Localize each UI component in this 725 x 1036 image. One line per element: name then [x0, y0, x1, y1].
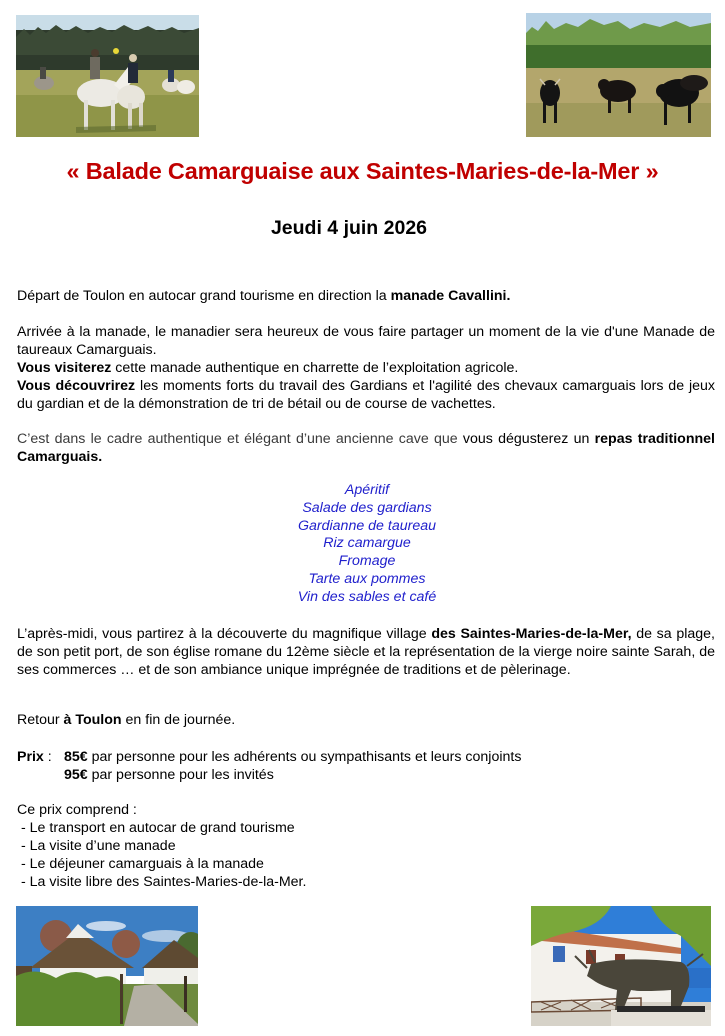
- apres-midi-text-2: de sa plage, de son petit port, de son église romane du 12ème siècle et la représentation de la vierge noire sainte Sarah, de ses commerces … et de son ambiance unique imprégnée de traditions et de pèlerinage.: [17, 626, 715, 678]
- menu-item: Gardianne de taureau: [297, 517, 437, 534]
- menu-item: Salade des gardians: [302, 499, 432, 516]
- discover-bold: Vous découvrirez: [17, 378, 136, 394]
- depart-paragraph: [17, 287, 715, 305]
- menu-item: Riz camargue: [323, 535, 411, 552]
- arrivee-paragraph: [17, 323, 715, 413]
- bulls-photo: [526, 13, 711, 137]
- comprend-item: - La visite d’une manade: [21, 838, 176, 854]
- comprend-list: [17, 819, 715, 891]
- visit-bold: Vous visiterez: [17, 360, 112, 376]
- menu-item: Tarte aux pommes: [308, 570, 426, 587]
- prix-description: par personne pour les adhérents ou sympathisants et leurs conjoints: [87, 749, 522, 765]
- apres-midi-paragraph: [17, 625, 715, 679]
- repas-bold: repas traditionnel Camarguais.: [17, 431, 715, 465]
- horses-riders-photo: [16, 15, 199, 137]
- comprend-heading: Ce prix comprend :: [17, 802, 137, 818]
- village-name: des Saintes-Maries-de-la-Mer,: [431, 626, 632, 642]
- arrivee-intro: Arrivée à la manade, le manadier sera heureux de vous faire partager un moment de la vie d'une Manade de taureaux Camarguais.: [17, 324, 715, 358]
- repas-text: vous dégusterez un: [457, 431, 595, 447]
- retour-text-2: en fin de journée.: [121, 712, 236, 728]
- manade-name: manade Cavallini.: [390, 288, 511, 304]
- page-title: « Balade Camarguaise aux Saintes-Maries-de-la-Mer »: [66, 158, 659, 184]
- comprend-item: - La visite libre des Saintes-Maries-de-la-Mer.: [21, 874, 307, 890]
- menu-item: Fromage: [338, 553, 396, 570]
- prix-amount: 95€: [64, 767, 88, 783]
- repas-intro: C’est dans le cadre authentique et élégant d’une ancienne cave que: [17, 431, 458, 447]
- prix-description: par personne pour les invités: [87, 767, 274, 783]
- visit-text: cette manade authentique en charrette de l’exploitation agricole.: [111, 360, 519, 376]
- depart-text: Départ de Toulon en autocar grand tourisme en direction la: [17, 288, 391, 304]
- gardian-huts-photo: [16, 906, 198, 1026]
- prix-label: Prix: [17, 749, 44, 765]
- discover-line: [17, 377, 715, 413]
- retour-paragraph: [17, 711, 715, 729]
- prix-sep: :: [43, 749, 52, 765]
- retour-text-1: Retour: [17, 712, 64, 728]
- menu-item: Vin des sables et café: [297, 588, 437, 605]
- event-date: Jeudi 4 juin 2026: [270, 217, 428, 239]
- retour-bold: à Toulon: [63, 712, 122, 728]
- repas-paragraph: [17, 430, 715, 466]
- comprend-section: [17, 801, 715, 891]
- apres-midi-text-1: L’après-midi, vous partirez à la découverte du magnifique village: [17, 626, 432, 642]
- visit-line: [17, 359, 715, 377]
- comprend-item: - Le transport en autocar de grand tourisme: [21, 820, 295, 836]
- comprend-item: - Le déjeuner camarguais à la manade: [21, 856, 264, 872]
- menu-list: [0, 482, 725, 607]
- prix-row-1: [17, 748, 522, 766]
- prix-amount: 85€: [64, 749, 88, 765]
- menu-item: Apéritif: [344, 482, 390, 498]
- bull-statue-photo: [531, 906, 711, 1026]
- discover-text: les moments forts du travail des Gardians et l'agilité des chevaux camarguais lors de jeux du gardian et de la démonstration de tri de bétail ou de course de vachettes.: [17, 378, 715, 412]
